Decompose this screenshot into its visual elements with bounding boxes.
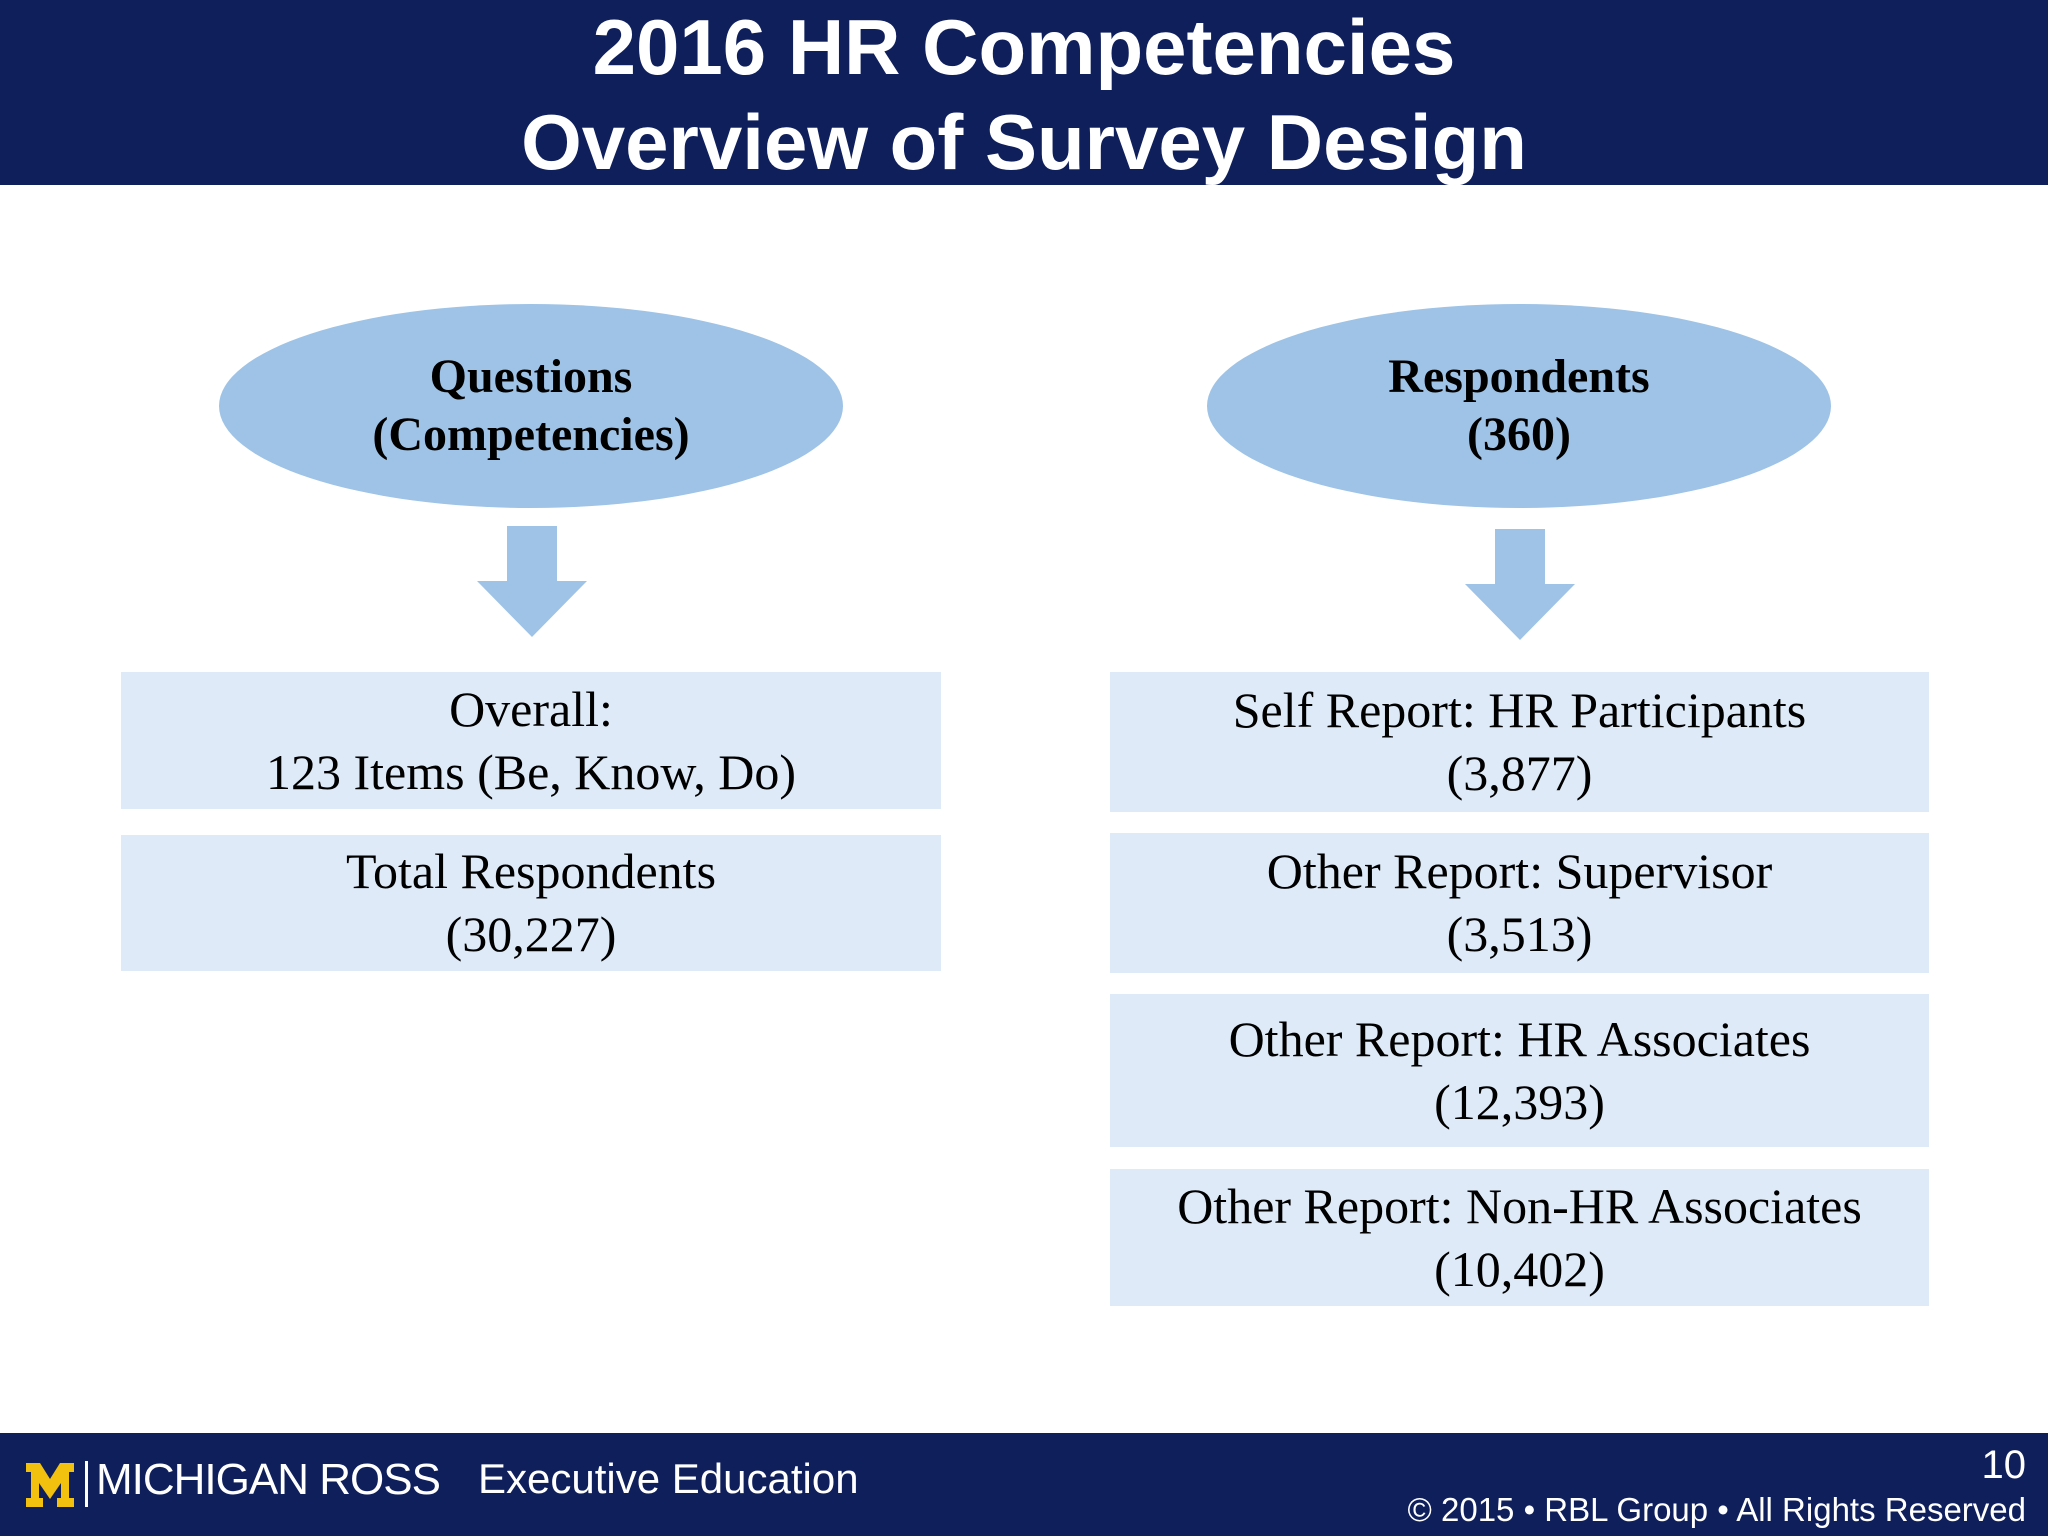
non-hr-associates-report-count: (10,402) [1434,1240,1605,1297]
respondents-ellipse [1207,304,1831,508]
respondents-ellipse-subtitle: (360) [1467,408,1571,461]
logo-divider [85,1461,88,1507]
non-hr-associates-report-label: Other Report: Non-HR Associates [1177,1177,1862,1234]
total-respondents-box [121,835,941,971]
executive-education-label: Executive Education [478,1455,859,1502]
total-respondents-value: (30,227) [445,906,617,962]
self-report-box [1110,672,1929,812]
self-report-count: (3,877) [1446,745,1593,801]
slide-title-line1: 2016 HR Competencies [592,3,1456,91]
hr-associates-report-label: Other Report: HR Associates [1228,1010,1811,1067]
page-number: 10 [1981,1443,2026,1487]
hr-associates-report-box [1110,994,1929,1147]
hr-associates-report-count: (12,393) [1434,1073,1605,1130]
total-respondents-label: Total Respondents [345,843,717,899]
supervisor-report-box [1110,833,1929,973]
slide-header [0,0,2048,185]
self-report-label: Self Report: HR Participants [1232,682,1807,738]
questions-ellipse-subtitle: (Competencies) [372,408,690,461]
questions-ellipse-title: Questions [429,350,633,403]
slide-footer [0,1433,2048,1536]
non-hr-associates-report-box [1110,1169,1929,1306]
overall-label: Overall: [449,680,613,737]
overall-items-value: 123 Items (Be, Know, Do) [265,743,796,800]
michigan-ross-logo-text: MICHIGAN ROSS [96,1455,440,1504]
down-arrow-icon [477,526,587,637]
supervisor-report-label: Other Report: Supervisor [1266,843,1773,899]
supervisor-report-count: (3,513) [1446,906,1593,962]
down-arrow-icon [1465,529,1575,640]
overall-items-box [121,672,941,809]
michigan-block-m-icon [26,1463,74,1507]
copyright-notice: © 2015 • RBL Group • All Rights Reserved [1407,1491,2026,1528]
questions-ellipse [219,304,843,508]
respondents-ellipse-title: Respondents [1388,350,1650,403]
slide-title-line2: Overview of Survey Design [521,98,1527,186]
